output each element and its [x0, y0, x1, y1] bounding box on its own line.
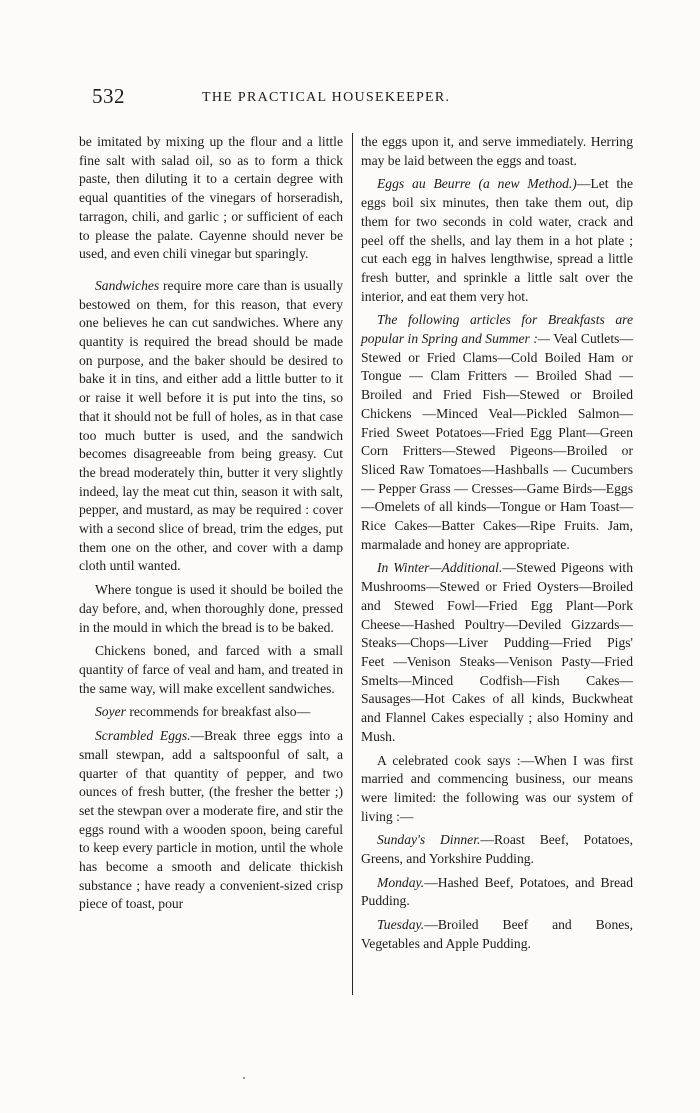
paragraph-text: —Stewed Pigeons with Mushrooms—Stewed or Fried Oysters—Broiled and Stewed Fowl—Fried Egg Plant—Pork Cheese—Hashed Poultry—Deviled Gizzards—Steaks—Chops—Liver Pudding—Fried Pigs' Feet —Venison Steaks—Venison Pasty—Fried Smelts—Minced Codfish—Fish Cakes—Sausages—Hot Cakes of all kinds, Buckwheat and Flannel Cakes especially ; also Hominy and Mush.: [361, 560, 633, 744]
paragraph-text: —Roast Beef, Potatoes, Greens, and Yorkshire Pudding.: [361, 832, 633, 867]
paragraph: [79, 727, 343, 914]
paragraph-text: the eggs upon it, and serve immediately. Herring may be laid between the eggs and toast.: [361, 134, 633, 168]
paragraph: [79, 277, 343, 576]
paragraph: [361, 752, 633, 827]
print-speck: [243, 1077, 245, 1079]
paragraph-lead: Sunday's Dinner.: [377, 832, 481, 848]
paragraph-text: —Hashed Beef, Potatoes, and Bread Pudding.: [361, 874, 633, 909]
paragraph: [361, 831, 633, 868]
column-divider: [352, 133, 353, 995]
paragraph-text: require more care than is usually bestowed on them, for this reason, that every one believes he can cut sandwiches. Where any quantity is required the bread should be made on purpose, and the baker should be desired to bake it in tins, and either add a little butter to it or raise it well before it is put into the tins, so that it should not be full of holes, as in that case too much butter is used, and the sandwich becomes disagreeable from being greasy. Cut the bread moderately thin, butter it very slightly indeed, lay the meat cut thin, season it with salt, pepper, and mustard, as may be required : cover with a second slice of bread, trim the edges, put them one on the other, and cover with a damp cloth until wanted.: [79, 277, 343, 574]
paragraph-text: be imitated by mixing up the flour and a little fine salt with salad oil, so as to form a thick paste, then diluting it to a certain degree with equal quantities of the vinegars of horseradish, tarragon, chili, and garlic ; or sufficient of each to please the palate. Cayenne should never be used, and even chili vinegar but sparingly.: [79, 134, 343, 262]
paragraph-text: A celebrated cook says :—When I was first married and commencing business, our means were limited: the following was our system of living :—: [361, 752, 633, 824]
paragraph-text: —Let the eggs boil six minutes, then take them out, dip them for two seconds in cold water, crack and peel off the shells, and lay them in a hot plate ; cut each egg in halves lengthwise, spread a little fresh butter, and sprinkle a little salt over the interior, and eat them very hot.: [361, 176, 633, 304]
paragraph-lead: In Winter—Additional.: [377, 560, 503, 576]
paragraph-lead: Scrambled Eggs.: [95, 728, 191, 744]
paragraph-text: Chickens boned, and farced with a small quantity of farce of veal and ham, and treated in the same way, will make excellent sandwiches.: [79, 643, 343, 696]
paragraph: [361, 559, 633, 746]
paragraph: [361, 916, 633, 953]
right-column: [361, 133, 633, 959]
paragraph-text: Where tongue is used it should be boiled the day before, and, when thoroughly done, pressed in the mould in which the bread is to be baked.: [79, 582, 343, 635]
paragraph: [79, 133, 343, 264]
page-header: [92, 84, 632, 114]
page-number: 532: [92, 84, 125, 108]
paragraph-lead: Soyer: [95, 704, 126, 720]
paragraph-lead: The following articles for Breakfasts are popular in Spring and Summer :—: [361, 312, 633, 347]
paragraph-text: —Broiled Beef and Bones, Vegetables and Apple Pudding.: [361, 917, 633, 951]
paragraph-text: recommends for breakfast also—: [125, 704, 311, 720]
paragraph: [79, 581, 343, 637]
paragraph: [361, 175, 633, 306]
paragraph: [361, 311, 633, 554]
paragraph-lead: Tuesday.: [377, 917, 425, 933]
paragraph-lead: Sandwiches: [95, 277, 160, 293]
running-title: THE PRACTICAL HOUSEKEEPER.: [202, 90, 451, 105]
left-column: [79, 133, 343, 919]
paragraph-lead: Monday.: [377, 874, 425, 890]
paragraph: [79, 703, 343, 722]
paragraph: [361, 133, 633, 170]
paragraph: [79, 642, 343, 698]
paragraph-text: Veal Cutlets—Stewed or Fried Clams—Cold Boiled Ham or Tongue — Clam Fritters — Broiled Shad — Broiled and Fried Fish—Stewed or Broiled Chickens —Minced Veal—Pickled Salmon—Fried Sweet Potatoes—Fried Egg Plant—Green Corn Fritters—Stewed Pigeons—Broiled or Sliced Raw Tomatoes—Hashballs — Cucumbers — Pepper Grass — Cresses—Game Birds—Eggs—Omelets of all kinds—Tongue or Ham Toast—Rice Cakes—Batter Cakes—Ripe Fruits. Jam, marmalade and honey are appropriate.: [361, 331, 633, 552]
paragraph-text: —Break three eggs into a small stewpan, add a saltspoonful of salt, a quarter of that quantity of pepper, and two ounces of fresh butter, (the fresher the better ;) set the stewpan over a moderate fire, and stir the eggs round with a wooden spoon, being careful to keep every particle in motion, until the whole has become a smooth and delicate thickish substance ; have ready a convenient-sized crisp piece of toast, pour: [79, 728, 343, 912]
paragraph: [361, 874, 633, 911]
paragraph-lead: Eggs au Beurre (a new Method.): [377, 176, 577, 192]
